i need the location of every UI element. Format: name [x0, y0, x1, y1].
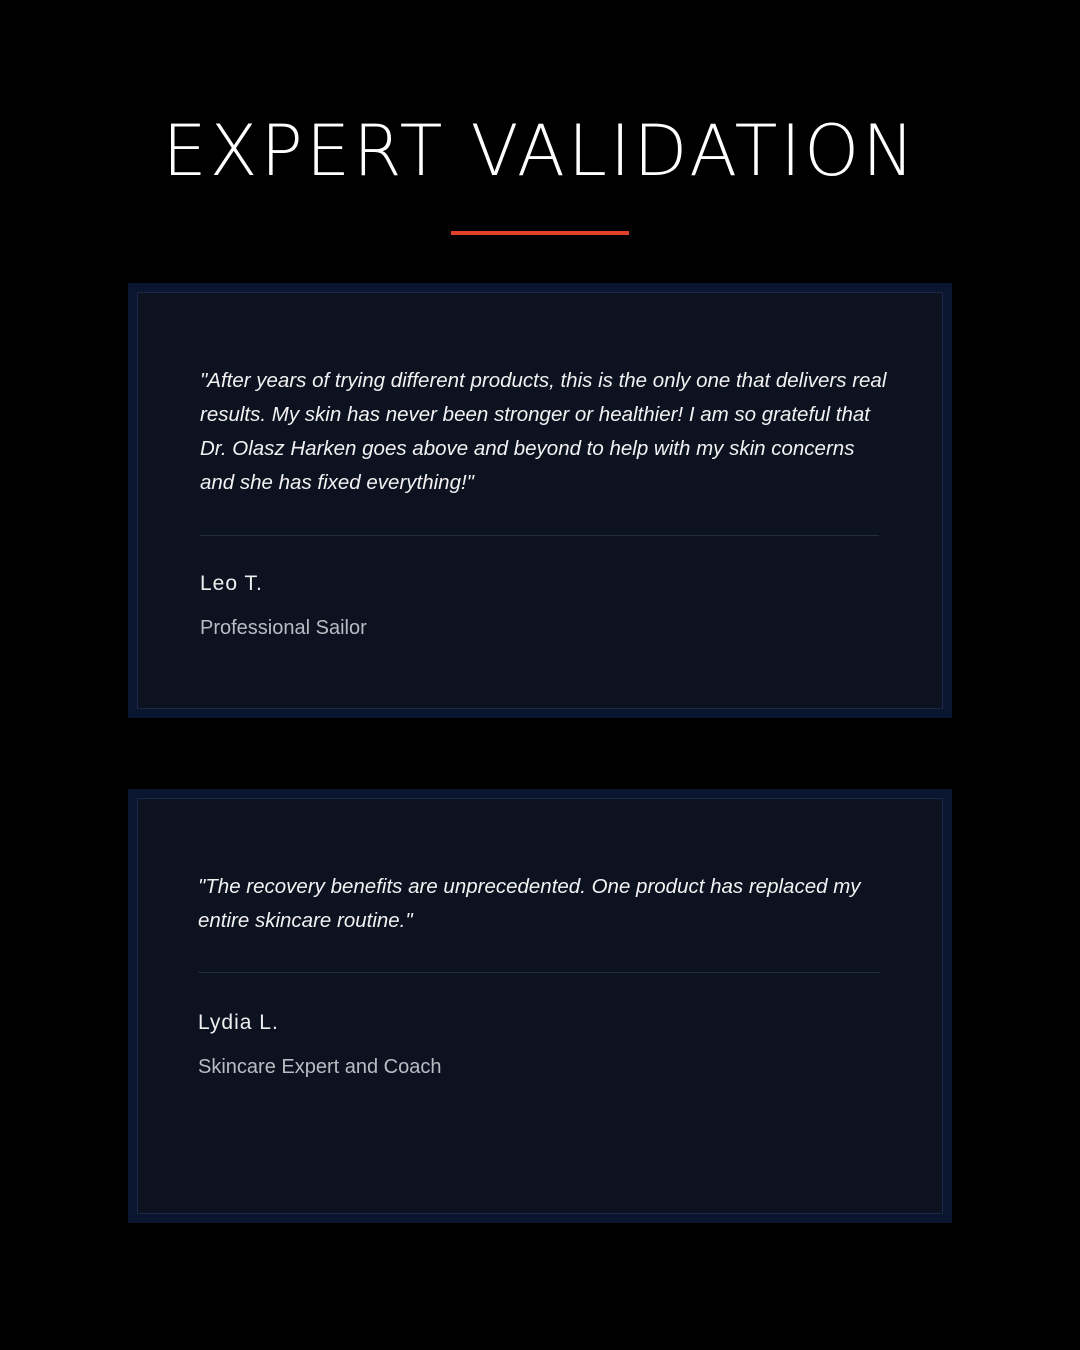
- testimonial-author-name: Leo T.: [200, 572, 263, 595]
- testimonial-divider: [200, 535, 879, 536]
- testimonial-quote: "After years of trying different products, this is the only one that delivers real results. My skin has never been stronger or healthier! I am so grateful that Dr. Olasz Harken goes above and beyond to help with my skin concerns and she has fixed everything!": [200, 369, 887, 494]
- testimonial-author-role: Skincare Expert and Coach: [198, 1056, 442, 1078]
- testimonial-author-role: Professional Sailor: [200, 617, 367, 639]
- testimonial-divider: [198, 972, 880, 973]
- testimonial-author-name: Lydia L.: [198, 1011, 279, 1034]
- testimonial-card: [128, 789, 952, 1223]
- title-underline: [451, 231, 629, 235]
- card-inner-border: [137, 292, 943, 709]
- testimonial-card: [128, 283, 952, 718]
- page-title: EXPERT VALIDATION: [162, 110, 918, 192]
- card-inner-border: [137, 798, 943, 1214]
- testimonial-quote: "The recovery benefits are unprecedented. One product has replaced my entire skincare routine.": [198, 875, 861, 932]
